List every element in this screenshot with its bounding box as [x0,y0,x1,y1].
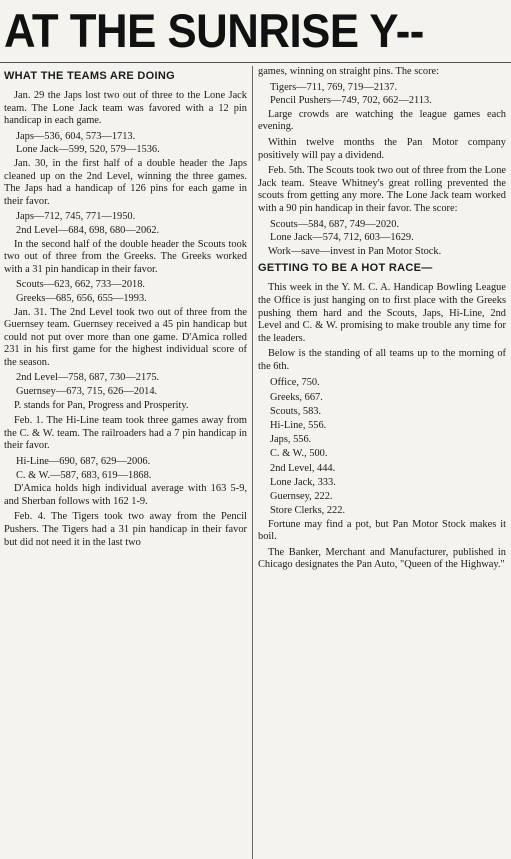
score-line: Lone Jack—574, 712, 603—1629. [270,232,414,244]
paragraph: Below is the standing of all teams up to the morning of the 6th. [258,348,506,372]
score-line: Greeks—685, 656, 655—1993. [16,292,147,304]
paragraph: Fortune may find a pot, but Pan Motor Stock makes it boil. [258,518,506,543]
right-column [258,66,506,856]
paragraph: Jan. 30, in the first half of a double header the Japs cleaned up on the 2nd Level, winning the three games. The Japs had a handicap of 126 pins for each game in their favor. [4,157,247,207]
score-line: Hi-Line—690, 687, 629—2006. [16,456,151,468]
paragraph-continued: games, winning on straight pins. The score: [258,66,440,77]
paragraph: Feb. 1. The Hi-Line team took three games away from the C. & W. team. The railroaders had a 7 pin handicap in their favor. [4,415,247,452]
standings-list [258,376,506,518]
paragraph: D'Amica holds high individual average with 163 5-9, and Sherban follows with 162 1-9. [4,483,247,507]
standing-item: Store Clerks, 222. [270,505,346,517]
standing-item: Guernsey, 222. [270,491,333,503]
score-line: 2nd Level—684, 698, 680—2062. [16,224,160,236]
score-line: Tigers—711, 769, 719—2137. [270,81,398,93]
score-line: 2nd Level—758, 687, 730—2175. [16,372,160,384]
paragraph: Large crowds are watching the league games each evening. [258,108,506,133]
paragraph: Jan. 31. The 2nd Level took two out of three from the Guernsey team. Guernsey received a 45 pin handicap but could not put over more than one game. D'Amica rolled 231 in his first game for the highest individual score of the season. [4,306,247,368]
score-line: Pencil Pushers—749, 702, 662—2113. [270,95,432,107]
paragraph: Jan. 29 the Japs lost two out of three to the Lone Jack team. The Lone Jack team was favored with a 12 pin handicap in each game. [4,90,247,127]
paragraph: Feb. 5th. The Scouts took two out of three from the Lone Jack team. Steave Whitney's great rolling prevented the scouts from getting any more. The Lone Jack team worked with a 90 pin handicap in their favor. The score: [258,165,506,214]
standing-item: Scouts, 583. [270,405,322,417]
paragraph: P. stands for Pan, Progress and Prosperity. [14,399,189,411]
score-line: C. & W.—587, 683, 619—1868. [16,469,152,481]
standing-item: 2nd Level, 444. [270,462,336,474]
score-line: Japs—712, 745, 771—1950. [16,211,136,223]
paragraph: This week in the Y. M. C. A. Handicap Bowling League the Office is just hanging on to first place with the Greeks pushing them hard and the Scouts, Japs, Hi-Line, 2nd Level and C. & W. promising to make trouble any time for the leaders. [258,282,506,344]
column-divider [252,66,253,859]
standing-item: C. & W., 500. [270,448,328,460]
paragraph: Within twelve months the Pan Motor company positively will pay a dividend. [258,136,506,161]
paragraph: Feb. 4. The Tigers took two away from the Pencil Pushers. The Tigers had a 31 pin handicap in their favor but did not need it in the last two [4,511,247,548]
top-rule [0,62,511,63]
headline: AT THE SUNRISE Y-- [4,4,424,57]
standing-item: Greeks, 667. [270,391,323,403]
section-heading-race: GETTING TO BE A HOT RACE— [258,262,433,275]
paragraph: In the second half of the double header the Scouts took two out of three from the Greeks. The Greeks worked with a 31 pin handicap in their favor. [4,238,247,275]
standing-item: Lone Jack, 333. [270,476,336,488]
score-line: Scouts—623, 662, 733—2018. [16,279,146,291]
score-line: Lone Jack—599, 520, 579—1536. [16,144,160,156]
score-line: Scouts—584, 687, 749—2020. [270,218,400,230]
standing-item: Office, 750. [270,377,320,389]
left-column [4,66,247,856]
score-line: Japs—536, 604, 573—1713. [16,130,136,142]
score-line: Guernsey—673, 715, 626—2014. [16,386,158,398]
standing-item: Hi-Line, 556. [270,420,327,432]
section-heading-teams: WHAT THE TEAMS ARE DOING [4,70,175,82]
standing-item: Japs, 556. [270,434,312,446]
paragraph: Work—save—invest in Pan Motor Stock. [268,245,442,257]
paragraph: The Banker, Merchant and Manufacturer, published in Chicago designates the Pan Auto, "Queen of the Highway." [258,546,506,571]
